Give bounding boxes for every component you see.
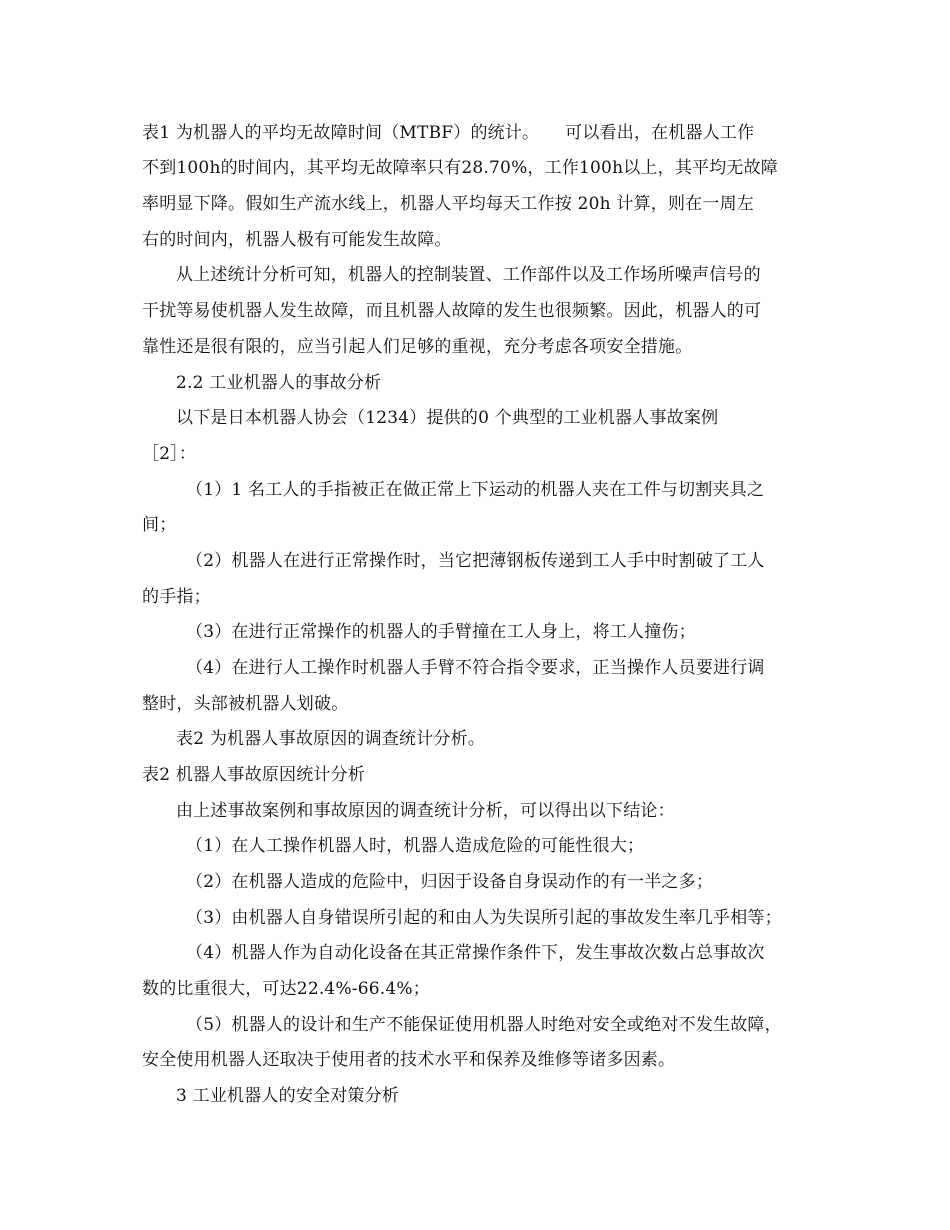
list-item: （1）在人工操作机器人时，机器人造成危险的可能性很大；: [186, 836, 645, 856]
paragraph-line: 表1 为机器人的平均无故障时间（MTBF）的统计。 可以看出，在机器人工作: [142, 123, 755, 143]
list-item: （2）机器人在进行正常操作时，当它把薄钢板传递到工人手中时割破了工人: [186, 551, 765, 571]
list-item: （3）由机器人自身错误所引起的和由人为失误所引起的事故发生率几乎相等；: [186, 908, 782, 928]
list-item: （1）1 名工人的手指被正在做正常上下运动的机器人夹在工件与切割夹具之: [186, 480, 765, 500]
list-item: （5）机器人的设计和生产不能保证使用机器人时绝对安全或绝对不发生故障，: [186, 1015, 782, 1035]
list-item-continuation: 安全使用机器人还取决于使用者的技术水平和保养及维修等诸多因素。: [142, 1050, 676, 1070]
paragraph-line: 不到100h的时间内，其平均无故障率只有28.70%，工作100h以上，其平均无故障: [142, 158, 779, 178]
paragraph-line: 由上述事故案例和事故原因的调查统计分析，可以得出以下结论：: [176, 801, 675, 821]
paragraph-line: 靠性还是很有限的，应当引起人们足够的重视，充分考虑各项安全措施。: [142, 337, 693, 357]
paragraph-line: 率明显下降。假如生产流水线上，机器人平均每天工作按 20h 计算，则在一周左: [142, 194, 754, 214]
section-heading: 2.2 工业机器人的事故分析: [176, 373, 382, 393]
paragraph-line: 从上述统计分析可知，机器人的控制装置、工作部件以及工作场所噪声信号的: [176, 265, 761, 285]
paragraph-line: 干扰等易使机器人发生故障，而且机器人故障的发生也很频繁。因此，机器人的可: [142, 301, 762, 321]
list-item: （3）在进行正常操作的机器人的手臂撞在工人身上，将工人撞伤；: [186, 622, 696, 642]
list-item-continuation: 数的比重很大，可达22.4%-66.4%；: [142, 979, 430, 999]
list-item: （4）在进行人工操作时机器人手臂不符合指令要求，正当操作人员要进行调: [186, 658, 765, 678]
list-item-continuation: 的手指；: [142, 587, 211, 607]
paragraph-line: 以下是日本机器人协会（1234）提供的0 个典型的工业机器人事故案例: [176, 408, 719, 428]
list-item-continuation: 间；: [142, 515, 177, 535]
paragraph-line: 右的时间内，机器人极有可能发生故障。: [142, 230, 452, 250]
list-item-continuation: 整时，头部被机器人划破。: [142, 694, 349, 714]
list-item: （2）在机器人造成的危险中，归因于设备自身误动作的有一半之多；: [186, 872, 714, 892]
table-caption: 表2 机器人事故原因统计分析: [142, 765, 366, 785]
paragraph-line: ［2］：: [142, 444, 197, 464]
section-heading: 3 工业机器人的安全对策分析: [176, 1086, 400, 1106]
paragraph-line: 表2 为机器人事故原因的调查统计分析。: [176, 729, 486, 749]
list-item: （4）机器人作为自动化设备在其正常操作条件下，发生事故次数占总事故次: [186, 943, 765, 963]
